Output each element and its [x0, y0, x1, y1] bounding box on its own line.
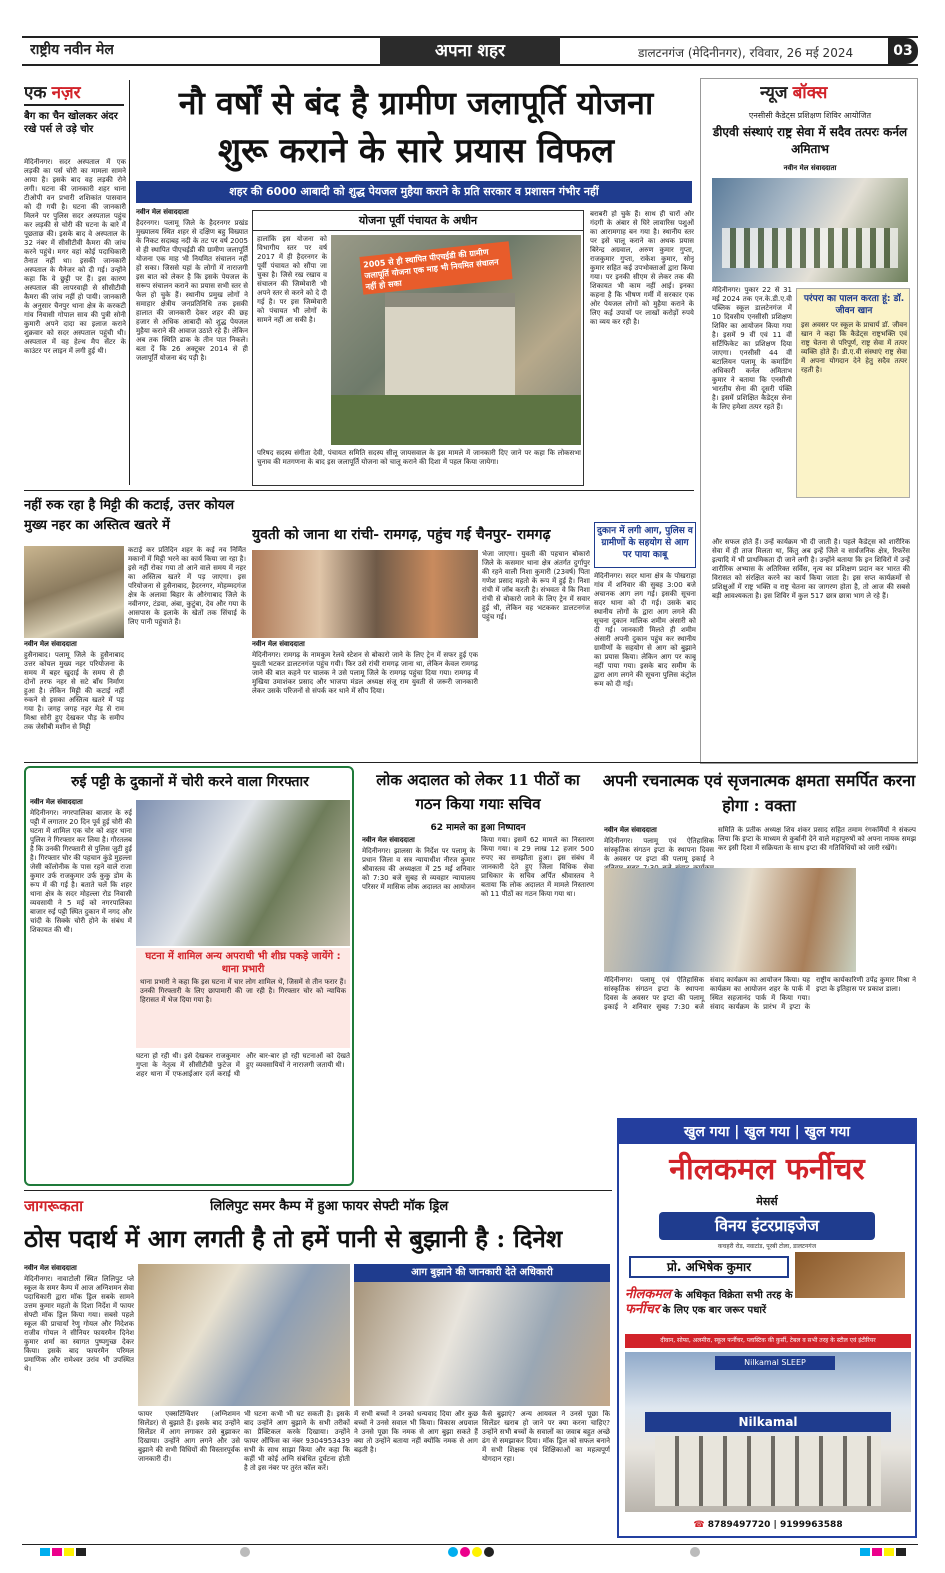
rui-byline: नवीन मेल संवाददाता — [30, 798, 83, 806]
ncc-photo — [712, 178, 908, 282]
mitti-body — [24, 640, 124, 756]
photo-caption-banner: 2005 से ही स्थापित पीएचईडी की ग्रामीण जलापूर्ति योजना एक माह भी नियमित संचालन नहीं हो सका — [359, 241, 512, 294]
news-box-sub: एनसीसी कैडेट्स प्रशिक्षण शिविर आयोजित — [748, 111, 872, 120]
ek-nazar-kicker: एक नज़र — [24, 83, 81, 103]
news-box-byline: नवीन मेल संवाददाता — [783, 164, 837, 172]
fire-body-b: फायर एक्सटिंग्विशर (अग्निशमन सिलेंडर) से बुझाते हैं। इसके बाद उन्होंने सिलेंडर में आग लगाकर उसे बुझाकर दिखाया। उन्होंने आग लगने और उसे बुझाने की सभी विधियों की विस्तारपूर्वक जानकारी दी। — [138, 1410, 240, 1463]
lead-col-1 — [136, 208, 248, 486]
ad-shop-sign-2: Nilkamal SLEEP — [715, 1356, 835, 1370]
fire-photo-2 — [354, 1264, 610, 1406]
fire-photo-1 — [138, 1264, 350, 1406]
ad-proprietor: प्रो. अभिषेक कुमार — [629, 1256, 789, 1278]
fire-sub: लिलिपुट समर कैम्प में हुआ फायर सेफ्टी मॉक ड्रिल — [210, 1199, 449, 1214]
registration-mark — [64, 1548, 74, 1556]
mitti-headline: नहीं रुक रहा है मिट्टी की कटाई, उत्तर कोयल मुख्य नहर का अस्तित्व खतरे में — [24, 498, 235, 533]
rui-body — [30, 798, 132, 1182]
news-box-kicker: न्यूज बॉक्स — [760, 83, 828, 103]
ad-address: कचहरी रोड, नवाटांड, पूरबी टोला, डालटनगंज — [717, 1243, 817, 1250]
fire-text: मेदिनीनगर। नावाटोली स्थित लिलिपुट प्ले स्कूल के समर कैम्प में आज अग्निशमन सेवा पदाधिकारी द्वारा मॉक ड्रिल सबके सामने उत्तम कुमार महतो के दिशा निर्देश में फायर सेफ्टी मॉक ड्रिल किया गया। सबसे पहले स्कूल की प्राचार्या रेणु गोयल और निदेशक राजीव गोयल ने सीनियर फायरमैन दिनेश कुमार शर्मा का स्वागत पुष्पगुच्छ देकर किया। इसके बाद फायरमैन परिमल प्रमाणिक और रामेश्वर उरांव भी उपस्थित थे। — [24, 1275, 134, 1373]
lead-strap: शहर की 6000 आबादी को शुद्ध पेयजल मुहैया कराने के प्रति सरकार व प्रशासन गंभीर नहीं — [136, 181, 692, 203]
rui-body-b: घटना हो रही थी। इसे देखकर राजकुमार गुप्ता के नेतृत्व में सीसीटीवी फुटेज में शहर थाना में एफआईआर दर्ज कराई थी और बार-बार हो रही घटनाओं को देखते हुए व्यवसायियों ने नाराजगी जतायी थी। — [136, 1052, 350, 1078]
ad-items: दीवान, सोफा, अलमीरा, स्कूल फर्नीचर, प्लास्टिक की कुर्सी, टेबल व सभी तरह के स्टील एवं इंटीरियर — [625, 1334, 911, 1348]
lok-body — [362, 836, 594, 1182]
rachna-body-b: समिति के प्रतीक अध्यक्ष शिव शंकर प्रसाद सहित तमाम रंगकर्मियों ने संकल्प लिया कि इप्टा के माध्यम से कुर्बानी देने वाले महापुरुषों को अपना नायक समझ कर इसी दिशा में सक्रियता के साथ इप्टा की गतिविधियों को जारी रखेंगे। — [718, 826, 916, 852]
ek-nazar-body: मेदिनीनगर। सदर अस्पताल में एक लड़की का पर्स चोरी का मामला सामने आया है। इसके बाद वह लड़की रोने लगी। घटना की जानकारी शहर थाना टीओपी वन प्रभारी शशिकांत पासवान को दी गयी है। घटना की जानकारी मिलने पर पुलिस सदर अस्पताल पहुंच कर लड़की से चोरी की घटना के बारे में पूछताछ की। इसके बाद वे अस्पताल के 32 नंबर में सीसीटीवी कैमरा की जांच करने पहुंचे। मगर वहां कोई पदाधिकारी तैनात नहीं था। इसकी जानकारी अस्पताल के मैनेजर को दी गई। उन्होंने कहा कि वे छुट्टी पर हैं। इस कारण अस्पताल की लापरवाही से सीसीटीवी कैमरा की जांच नहीं हो पायी। जानकारी के अनुसार चैनपुर थाना क्षेत्र के करकटी गांव निवासी गोपाल साव की पुत्री सोनी कुमारी अपने दादा का इलाज कराने शुक्रवार को सदर अस्पताल पहुंची थी। अस्पताल में वह हेल्थ मैप सेंटर के काउंटर पर लाइन में लगी हुई थी। — [24, 158, 126, 355]
canal-photo — [24, 546, 124, 638]
registration-dot — [460, 1547, 470, 1557]
registration-dot — [240, 1547, 250, 1557]
news-box-body: मेदिनीनगर। पुकार 22 से 31 मई 2024 तक एन.के.डी.ए.वी पब्लिक स्कूल डालटेनगंज में 10 दिवसीय एनसीसी प्रशिक्षण शिविर का आयोजन किया गया है। इसमें 9 वीं एवं 11 वीं सर्टिफिकेट का प्रशिक्षण दिया जाएगा। एनसीसी 44 वीं बटालियन पलामू के कमांडिंग अधिकारी कर्नल अमिताभ कुमार ने बताया कि एनसीसी भारतीय सेना की दूसरी पंक्ति है। इसमें प्रशिक्षित कैडेट्स सेना के लिए हमेशा तत्पर रहते हैं। — [712, 286, 792, 411]
cadets-shape — [722, 228, 898, 268]
fire-byline: नवीन मेल संवाददाता — [24, 1264, 77, 1272]
lok-headline: लोक अदालत को लेकर 11 पीठों का गठन किया गयाः सचिव — [376, 771, 580, 813]
rui-caption: घटना में शामिल अन्य अपराधी भी शीघ्र पकड़े जायेंगे : थाना प्रभारी — [145, 951, 341, 975]
fire-photo-caption: आग बुझाने की जानकारी देते अधिकारी — [354, 1264, 610, 1282]
divider — [24, 104, 124, 106]
registration-dot — [484, 1547, 494, 1557]
news-box-body-2: और सफल होते हैं। उन्हें कार्यक्रम भी दी जाती है। पहले कैडेट्स को शारीरिक सेवा में ही ताज मिलता था, किंतु अब इन्हें जिले व सार्वजनिक क्षेत्र, रिफरेंस इत्यादि में भी प्राथमिकता दी जाने लगी है। उन्होंने बताया कि इन शिविरों में उन्हें शारीरिक अभ्यास के अतिरिक्त सर्विस, नृत्य का प्रशिक्षण प्रदान कर भारत की विरासत को संरक्षित करने का कार्य किया जाता है। इस सप्त कार्यक्रमों से प्रशिक्षुओं में राष्ट्र भक्ति व राष्ट्र चेतना का जागरण होता है, तो आज की सबसे बड़ी आवश्यकता है। इस शिविर में कुल 517 छात्र छात्रा भाग ले रहे हैं। — [712, 538, 910, 600]
ad-banner: खुल गया | खुल गया | खुल गया — [619, 1120, 915, 1144]
mitti-text: हुसैनाबाद। पलामू जिले के हुसैनाबाद उत्तर कोयल मुख्य नहर परियोजना के समय में बहर खुदाई के समय से ही दोनों तरफ नहर से सटे बाँध निर्माण हुआ है। लेकिन मिट्टी की कटाई नहीं रुकने से इसका अस्तित्व खतरे में पड़ गया है। जगह जगह नहर मेड़ से राम मिश्रा सोरी हुए देखकर पौड़ के समीप तक जेसीबी मशीन से मिट्टी — [24, 651, 124, 731]
lead-col-3: बराबरी हो चुके हैं। साथ ही चारों ओर गंदगी के अंबार से घिरे लावारिस पशुओं का आरामगाह बन गया है। स्थानीय स्तर पर इसे चालू कराने का अथक प्रयास बिरेन्द्र अग्रवाल, अरुण कुमार गुप्ता, राजकुमार गुप्ता, राकेश कुमार, सोनू कुमार सहित कई उपभोक्ताओं द्वारा किया गया। पर इनकी सीएम से लेकर तक की शिकायत भी काम नहीं आई। इनका कहना है कि भीषण गर्मी में सरकार एक ओर पेयजल लोगों को मुहैया कराने के लिए कई उपायों पर लाखों करोड़ों रुपये का व्यय कर रही है। — [590, 210, 694, 326]
yuvati-byline: नवीन मेल संवाददाता — [252, 640, 305, 648]
footer-rule — [22, 1544, 918, 1545]
registration-mark — [884, 1548, 894, 1556]
lead-col-1-text: हैदरनगर। पलामू जिले के हैदरनगर प्रखंड मुख्यालय स्थित शहर से दक्षिण बहु विख्यात के निकट सदाबह नदी के तट पर वर्ष 2005 से ही स्थापित पीएचईडी की ग्रामीण जलापूर्ति योजना एक माह भी नियमित संचालन नहीं हो सका। जिससे यहां के लोगों में नाराजगी इस बात को लेकर है कि इसके पेयजल के सरूप संचालन कराने का प्रयास सभी स्तर से फेल हो चुके हैं। स्थानीय प्रमुख लोगों ने समाहार क्षेत्रीय जनप्रतिनिधि तक इसकी हालात की जानकारी देकर शहर की छह हजार से अधिक आबादी को शुद्ध पेयजल मुहैया कराने की आवाज उठाते रहे हैं। लेकिन अब तक स्थिति ढाक के तीन पात निकले। बता दें कि 26 अक्टूबर 2014 से ही जलापूर्ति योजना बंद पड़ी है। — [136, 219, 248, 362]
furniture-ad — [617, 1118, 917, 1538]
registration-mark — [860, 1548, 870, 1556]
lead-box-footer: परिषद सदस्य संगीता देवी, पंचायत समिति सदस्य सीलू जायसवाल के इस मामले में जानकारी दिए जाने पर कहा कि लोकसभा चुनाव की मतगणना के बाद इस जलापूर्ति योजना को चालू कराने की दिशा में पहल किया जायेगा। — [257, 449, 581, 466]
rui-headline: रुई पट्टी के दुकानों में चोरी करने वाला गिरफ्तार — [71, 774, 309, 790]
rui-caption-body: थाना प्रभारी ने कहा कि इस घटना में चार लोग शामिल थे, जिसमें से तीन फरार हैं। उनकी गिरफ्तारी के लिए छापामारी की जा रही है। गिरफ्तार चोर को न्यायिक हिरासत में भेज दिया गया है। — [140, 978, 346, 1004]
rachna-headline: अपनी रचनात्मक एवं सृजनात्मक क्षमता समर्पित करना होगा : वक्ता — [602, 771, 916, 815]
news-box-inner — [796, 288, 910, 498]
grass-shape — [331, 395, 581, 445]
fire-body-d: में सभी बच्चों ने उनको धन्यवाद दिया और कुछ बच्चों ने उनसे सवाल भी किया। विकास अग्रवाल ने उनसे पूछा कि नमक से आग बुझा सकते हैं क्या तो उन्होंने बताया नहीं क्योंकि नमक से आग बढ़ती है। — [354, 1410, 478, 1454]
dukan-headline: दुकान में लगी आग, पुलिस व ग्रामीणों के सहयोग से आग पर पाया काबू — [594, 522, 696, 568]
ek-nazar-headline: बैग का चैन खोलकर अंदर रखे पर्स ले उड़े चोर — [24, 111, 118, 135]
divider — [24, 490, 694, 491]
building-roof-shape — [385, 293, 515, 307]
yuvati-photo — [252, 550, 478, 638]
fire-kicker: जागरूकता — [24, 1197, 84, 1215]
page-number: 03 — [888, 38, 918, 64]
registration-dot — [448, 1547, 458, 1557]
registration-dot — [472, 1547, 482, 1557]
rachna-photo — [604, 868, 856, 972]
lead-inner-box — [252, 210, 584, 486]
lead-headline-2: शुरू कराने के सारे प्रयास विफल — [217, 131, 615, 171]
police-photo — [136, 800, 350, 946]
ad-firm: विनय इंटरप्राइजेज — [659, 1212, 875, 1240]
phone-icon: ☎ — [693, 1520, 705, 1530]
news-box-headline: डीएवी संस्थाएं राष्ट्र सेवा में सदैव तत्परः कर्नल अमिताभ — [712, 125, 908, 156]
newspaper-brand: राष्ट्रीय नवीन मेल — [30, 42, 114, 58]
divider — [24, 762, 918, 763]
fire-body-c: भी घटना कभी भी घट सकती है। इसके बाद उन्होंने आग बुझाने के सभी तरीकों का प्रैक्टिकल करके दिखाया। उन्होंने फायर ऑफिस का नंबर 9304953439 सभी के साथ साझा किया और कहा कि कहीं भी कोई अग्नि संबंधित दुर्घटना होती है तो इस नंबर पर तुरंत कॉल करें। — [244, 1410, 350, 1472]
registration-dot — [690, 1547, 700, 1557]
dukan-body: मेदिनीनगर। सदर थाना क्षेत्र के पोखराहा गांव में शनिवार की सुबह 3:00 बजे अचानक आग लग गई। इसकी सूचना सदर थाना को दी गई। उसके बाद स्थानीय लोगों के द्वारा आग लगने की सूचना दुकान मालिक शमीम अंसारी को दी गई। जानकारी मिलते ही शमीम अंसारी अपनी दुकान पहुंच कर स्थानीय ग्रामीणों के सहयोग से आग को बुझाने का प्रयास किया। लेकिन आग पर काबू नहीं पाया गया। इसके बाद समीम के द्वारा आग लगने की सूचना पुलिस कंट्रोल रूम को दी गई। — [594, 572, 696, 688]
lok-sub: 62 मामले का हुआ निष्पादन — [430, 823, 526, 832]
lead-headline-1: नौ वर्षों से बंद है ग्रामीण जलापूर्ति योजना — [178, 84, 654, 122]
rachna-body-c: मेदिनीनगर। पलामू एवं ऐतिहासिक सांस्कृतिक संगठन इप्टा के स्थापना दिवस के अवसर पर इप्टा की पलामू इकाई ने शनिवार सुबह 7:30 बजे संवाद कार्यक्रम का आयोजन किया। यह कार्यक्रम का आयोजन शहर के पार्क में स्थित सहजानंद पार्क में किया गया। संवाद कार्यक्रम के प्रारंभ में इप्टा के राष्ट्रीय कार्यकारिणी उपेंद्र कुमार मिश्रा ने इप्टा के इतिहास पर प्रकाश डाला। — [604, 976, 916, 1011]
yuvati-headline: युवती को जाना था रांची- रामगढ़, पहुंच गई चैनपुर- रामगढ़ — [252, 527, 551, 543]
fire-body-e: कैसे बुझाएं? अन्य आयवल ने उनसे पूछा कि सिलेंडर खराब हो जाने पर क्या करना चाहिए? उन्होंने सभी बच्चों के सवालों का जवाब बहुत अच्छे ढंग से समझाकर दिया। मॉक ड्रिल को सफल बनाने में सभी शिक्षक एवं शिक्षिकाओं का महत्वपूर्ण योगदान रहा। — [482, 1410, 610, 1463]
registration-mark — [76, 1548, 86, 1556]
fire-headline: ठोस पदार्थ में आग लगती है तो हमें पानी से बुझानी है : दिनेश — [24, 1224, 563, 1253]
ad-messrs: मेसर्स — [756, 1195, 778, 1208]
registration-mark — [896, 1548, 906, 1556]
registration-mark — [52, 1548, 62, 1556]
mitti-byline: नवीन मेल संवाददाता — [24, 640, 77, 648]
registration-mark — [40, 1548, 50, 1556]
building-shape — [385, 305, 515, 395]
ad-phones: ☎ 8789497720 | 9199963588 — [693, 1520, 843, 1530]
rui-text: मेदिनीनगर। नगरपालिका बाजार के रुई पट्टी में लगातार 20 दिन पूर्व हुई चोरी की घटना में शामिल एक चोर को शहर थाना पुलिस ने गिरफ्तार कर लिया है। गौरतलब है कि उनकी गिरफ्तारी से पुलिस जुटी हुई है। गिरफ्तार चोर की पहचान कुंडे मुहल्ला जेसी कॉलोनीक के पास रहने वाले राजा कुमार उर्फ राजकुमार उर्फ कुकु डोम के रूप में की गई है। बताते चलें कि शहर थाना क्षेत्र के सदर मोहल्ला रोड निवासी व्यवसायी ने 5 मई को नगरपालिका बाजार रुई पट्टी स्थित दुकान में नगद और चांदी के सिक्के चोरी होने के संबंध में शिकायत की थी। — [30, 809, 132, 934]
fire-body — [24, 1264, 134, 1540]
section-title: अपना शहर — [380, 36, 560, 66]
column-divider — [129, 80, 130, 485]
rui-caption-box — [136, 948, 350, 1048]
yuvati-body — [252, 640, 478, 756]
lead-byline: नवीन मेल संवाददाता — [136, 208, 189, 216]
ad-shop-front-shape — [655, 1436, 881, 1506]
rachna-byline: नवीन मेल संवाददाता — [604, 826, 657, 834]
ad-tagline: नीलकमल के अधिकृत विक्रेता सभी तरह के फर्नीचर के लिए एक बार जरूर पधारें — [625, 1287, 793, 1317]
ad-brand: नीलकमल फर्नीचर — [669, 1152, 865, 1187]
ad-showroom-photo — [625, 1352, 911, 1512]
news-box-inner-body: इस अवसर पर स्कूल के प्राचार्य डॉ. जीवन खान ने कहा कि कैडेट्स राष्ट्रभक्ति एवं राष्ट्र चेतना से परिपूर्ण, राष्ट्र सेवा में तत्पर व्यक्ति होते हैं। डी.ए.वी संस्थाएं राष्ट्र सेवा में अपना योगदान देने हेतु सदैव तत्पर रहती है। — [801, 321, 907, 374]
ad-shop-sign: Nilkamal — [645, 1412, 891, 1432]
mitti-body-b: कटाई कर प्रतिदिन शहर के कई नव निर्मित मकानों में मिट्टी भरने का कार्य किया जा रहा है। इसे नहीं रोका गया तो आने वाले समय में नहर का अस्तित्व खतरे में पड़ जाएगा। इस परियोजना से हुसैनाबाद, हैदरनगर, मोहम्मदगंज क्षेत्र के अलावा बिहार के औरंगाबाद जिले के नवीनगर, टंडवा, अंबा, कुटुंबा, देव और गया के आसपास के इलाके के खेतों तक सिंचाई के लिए पानी पहुंचाते हैं। — [128, 546, 246, 626]
registration-mark — [872, 1548, 882, 1556]
lead-photo — [331, 235, 581, 445]
lead-box-text: हालांकि इस योजना को विभागीय स्तर पर वर्ष 2017 में ही हैदरनगर के पूर्वी पंचायत को सौंपा जा चुका है। जिसे रख रखाव व संचालन की जिम्मेवारी भी अपने स्तर से करने को दे दी गई है। पर इस जिम्मेवारी को पंचायत भी लोगों के सामने नहीं आ सकी है। — [257, 235, 327, 324]
divider — [24, 1190, 612, 1191]
yuvati-text: मेदिनीनगर। रामगढ़ के नामकुम रेलवे स्टेशन से बोकारो जाने के लिए ट्रेन में सफर हुई एक युवती भटकर डालटनगंज पहुंच गयी। फिर उसे रांची रामगढ़ जाना था, लेकिन केवल रामगढ़ जाने की बात कहने पर चालक ने उसे पलामू जिले के रामगढ़ पहुंचा दिया गया। रामगढ़ में मुखिया उमाशंकर प्रसाद और भाजपा मंडल अध्यक्ष संजू राम युवती से जरूरी जानकारी लेकर उसके परिजनों से संपर्क कर थाने में सौंप दिया। — [252, 651, 478, 695]
lok-text: मेदिनीनगर। झालसा के निर्देश पर पलामू के प्रधान जिला व सत्र न्यायाधीश नीरज कुमार श्रीवास्तव की अध्यक्षता में 25 मई शनिवार को 7:30 बजे सुबह से व्यवहार न्यायालय परिसर में मासिक लोक अदालत का आयोजन किया गया। इसमें 62 मामले का निस्तारण किया गया। व 29 लाख 12 हजार 500 रुपए का समझौता हुआ। इस संबंध में जानकारी देते हुए जिला विधिक सेवा प्राधिकार के सचिव अर्पित श्रीवास्तव ने बताया कि लोक अदालत में मामले निस्तारण को 11 पीठों का गठन किया गया था। — [362, 836, 594, 898]
news-box-inner-title: परंपरा का पालन करता हूं: डॉ. जीवन खान — [803, 294, 905, 316]
yuvati-body-b: भेजा जाएगा। युवती की पहचान बोकारो जिले के कसमार थाना क्षेत्र अंतर्गत दुर्गापुर की रहने वाली निशा कुमारी (23वर्ष) पिता गणेश प्रसाद महतो के रूप में हुई है। निशा रांची में जॉब करती है। संभवतः वे कि निशा रांची से बोकारो जाने के लिए ट्रेन में सवार हुई थी, लेकिन वह भटककर डालटनगंज पहुंच गई। — [482, 550, 590, 621]
rachna-text: मेदिनीनगर। पलामू एवं ऐतिहासिक सांस्कृतिक संगठन इप्टा के स्थापना दिवस के अवसर पर इप्टा की पलामू इकाई ने — [604, 837, 714, 863]
lok-byline: नवीन मेल संवाददाता — [362, 836, 415, 844]
lead-box-title: योजना पूर्वी पंचायत के अधीन — [253, 211, 583, 231]
dateline: डालटनगंज (मेदिनीनगर), रविवार, 26 मई 2024 — [638, 46, 854, 60]
